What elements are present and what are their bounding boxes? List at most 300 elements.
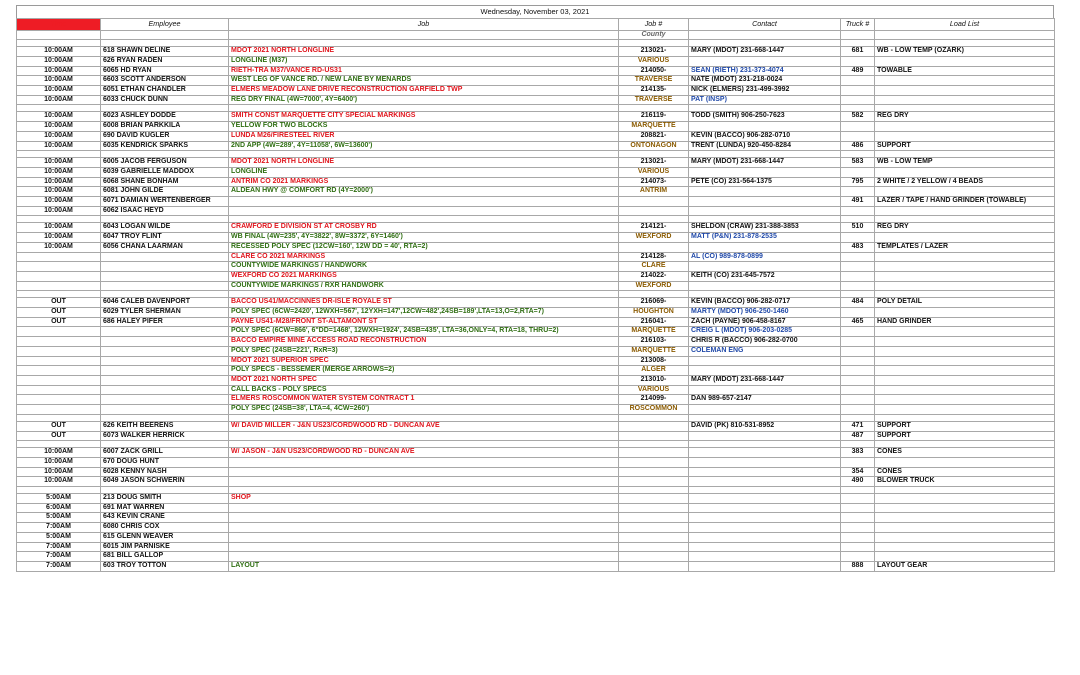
contact-cell bbox=[689, 561, 841, 571]
time-cell: 5:00AM bbox=[17, 513, 101, 523]
header-job: Job bbox=[229, 19, 619, 31]
time-cell: 10:00AM bbox=[17, 141, 101, 151]
schedule-row bbox=[17, 317, 1055, 327]
truck-cell: 486 bbox=[841, 141, 875, 151]
job-number-cell bbox=[619, 431, 689, 441]
spacer-cell bbox=[101, 487, 229, 494]
load-list-cell: LAYOUT GEAR bbox=[875, 561, 1055, 571]
spacer-cell bbox=[101, 216, 229, 223]
spacer-cell bbox=[17, 487, 101, 494]
contact-cell bbox=[689, 503, 841, 513]
truck-cell bbox=[841, 366, 875, 376]
spacer-cell bbox=[17, 105, 101, 112]
truck-cell: 583 bbox=[841, 158, 875, 168]
time-cell: OUT bbox=[17, 421, 101, 431]
time-cell bbox=[17, 281, 101, 291]
truck-cell bbox=[841, 513, 875, 523]
truck-cell: 888 bbox=[841, 561, 875, 571]
contact-cell: KEVIN (BACCO) 906-282-0717 bbox=[689, 298, 841, 308]
time-cell: 7:00AM bbox=[17, 523, 101, 533]
truck-cell bbox=[841, 532, 875, 542]
employee-cell: 6049 JASON SCHWERIN bbox=[101, 477, 229, 487]
time-cell: 10:00AM bbox=[17, 47, 101, 57]
job-cell: COUNTYWIDE MARKINGS / RXR HANDWORK bbox=[229, 281, 619, 291]
spacer-cell bbox=[689, 151, 841, 158]
job-number-cell: CLARE bbox=[619, 262, 689, 272]
employee-cell: 213 DOUG SMITH bbox=[101, 494, 229, 504]
contact-cell: MATT (P&N) 231-878-2535 bbox=[689, 233, 841, 243]
employee-cell bbox=[101, 262, 229, 272]
spacer-cell bbox=[17, 151, 101, 158]
truck-cell bbox=[841, 337, 875, 347]
contact-cell: MARY (MDOT) 231-668-1447 bbox=[689, 158, 841, 168]
job-number-cell bbox=[619, 477, 689, 487]
truck-cell bbox=[841, 346, 875, 356]
load-list-cell bbox=[875, 167, 1055, 177]
job-cell bbox=[229, 467, 619, 477]
schedule-row bbox=[17, 95, 1055, 105]
job-cell: ELMERS ROSCOMMON WATER SYSTEM CONTRACT 1 bbox=[229, 395, 619, 405]
load-list-cell: POLY DETAIL bbox=[875, 298, 1055, 308]
time-cell bbox=[17, 405, 101, 415]
job-cell: REG DRY FINAL (4W=7000', 4Y=6400') bbox=[229, 95, 619, 105]
contact-cell: CHRIS R (BACCO) 906-282-0700 bbox=[689, 337, 841, 347]
spacer-cell bbox=[841, 414, 875, 421]
time-cell: 10:00AM bbox=[17, 76, 101, 86]
schedule-table bbox=[16, 18, 1055, 572]
schedule-row bbox=[17, 561, 1055, 571]
employee-cell: 6062 ISAAC HEYD bbox=[101, 206, 229, 216]
spacer-cell bbox=[101, 414, 229, 421]
employee-cell: 6028 KENNY NASH bbox=[101, 467, 229, 477]
schedule-row bbox=[17, 356, 1055, 366]
spacer-cell bbox=[841, 105, 875, 112]
load-list-cell: WB - LOW TEMP bbox=[875, 158, 1055, 168]
job-number-cell: 214022- bbox=[619, 271, 689, 281]
time-cell: 5:00AM bbox=[17, 532, 101, 542]
truck-cell bbox=[841, 233, 875, 243]
spacer-cell bbox=[17, 216, 101, 223]
schedule-row bbox=[17, 158, 1055, 168]
truck-cell bbox=[841, 395, 875, 405]
job-cell: ELMERS MEADOW LANE DRIVE RECONSTRUCTION GARFIELD TWP bbox=[229, 86, 619, 96]
truck-cell bbox=[841, 76, 875, 86]
contact-cell bbox=[689, 356, 841, 366]
load-list-cell: HAND GRINDER bbox=[875, 317, 1055, 327]
schedule-row bbox=[17, 337, 1055, 347]
truck-cell bbox=[841, 252, 875, 262]
contact-cell: MARY (MDOT) 231-668-1447 bbox=[689, 47, 841, 57]
load-list-cell bbox=[875, 513, 1055, 523]
employee-cell: 6047 TROY FLINT bbox=[101, 233, 229, 243]
load-list-cell bbox=[875, 56, 1055, 66]
contact-cell: DAN 989-657-2147 bbox=[689, 395, 841, 405]
load-list-cell: BLOWER TRUCK bbox=[875, 477, 1055, 487]
load-list-cell: TEMPLATES / LAZER bbox=[875, 242, 1055, 252]
load-list-cell bbox=[875, 552, 1055, 562]
job-cell bbox=[229, 523, 619, 533]
spacer-cell bbox=[229, 40, 619, 47]
employee-cell: 6029 TYLER SHERMAN bbox=[101, 308, 229, 318]
truck-cell bbox=[841, 542, 875, 552]
schedule-row bbox=[17, 308, 1055, 318]
job-number-cell: 214128- bbox=[619, 252, 689, 262]
spacer-cell bbox=[101, 40, 229, 47]
job-cell: RIETH-TRA M37/VANCE RD-US31 bbox=[229, 66, 619, 76]
spacer-row bbox=[17, 40, 1055, 47]
job-number-cell: ROSCOMMON bbox=[619, 405, 689, 415]
schedule-row bbox=[17, 494, 1055, 504]
job-cell: ALDEAN HWY @ COMFORT RD (4Y=2000') bbox=[229, 187, 619, 197]
load-list-cell: SUPPORT bbox=[875, 421, 1055, 431]
spacer-cell bbox=[841, 291, 875, 298]
time-cell: 7:00AM bbox=[17, 552, 101, 562]
spacer-row bbox=[17, 216, 1055, 223]
truck-cell bbox=[841, 262, 875, 272]
job-number-cell: 216119- bbox=[619, 112, 689, 122]
job-cell: POLY SPEC (6CW=866', 6"DD=1468', 12WXH=1924', 24SB=435', LTA=36,ONLY=4, RTA=18, THRU=2) bbox=[229, 327, 619, 337]
schedule-row bbox=[17, 298, 1055, 308]
load-list-cell bbox=[875, 281, 1055, 291]
spacer-cell bbox=[875, 216, 1055, 223]
load-list-cell bbox=[875, 542, 1055, 552]
spacer-cell bbox=[841, 487, 875, 494]
employee-cell bbox=[101, 327, 229, 337]
load-list-cell: CONES bbox=[875, 448, 1055, 458]
employee-cell: 686 HALEY PIFER bbox=[101, 317, 229, 327]
truck-cell bbox=[841, 95, 875, 105]
truck-cell bbox=[841, 281, 875, 291]
load-list-cell bbox=[875, 503, 1055, 513]
job-cell: MDOT 2021 NORTH SPEC bbox=[229, 376, 619, 386]
spacer-cell bbox=[619, 105, 689, 112]
job-number-cell bbox=[619, 552, 689, 562]
spacer-row bbox=[17, 105, 1055, 112]
contact-cell: DAVID (PK) 810-531-8952 bbox=[689, 421, 841, 431]
contact-cell: TRENT (LUNDA) 920-450-8284 bbox=[689, 141, 841, 151]
time-cell: 10:00AM bbox=[17, 66, 101, 76]
contact-cell bbox=[689, 431, 841, 441]
spacer-cell bbox=[101, 105, 229, 112]
schedule-row bbox=[17, 467, 1055, 477]
employee-cell: 691 MAT WARREN bbox=[101, 503, 229, 513]
job-cell: WEXFORD CO 2021 MARKINGS bbox=[229, 271, 619, 281]
employee-cell: 6046 CALEB DAVENPORT bbox=[101, 298, 229, 308]
contact-cell bbox=[689, 405, 841, 415]
time-cell: 10:00AM bbox=[17, 86, 101, 96]
truck-cell: 510 bbox=[841, 223, 875, 233]
schedule-row bbox=[17, 56, 1055, 66]
contact-cell: TODD (SMITH) 906-250-7623 bbox=[689, 112, 841, 122]
schedule-row bbox=[17, 513, 1055, 523]
contact-cell: PAT (INSP) bbox=[689, 95, 841, 105]
spacer-cell bbox=[875, 151, 1055, 158]
job-number-cell bbox=[619, 206, 689, 216]
job-cell: MDOT 2021 SUPERIOR SPEC bbox=[229, 356, 619, 366]
job-number-cell: 216103- bbox=[619, 337, 689, 347]
job-cell bbox=[229, 431, 619, 441]
job-number-cell bbox=[619, 513, 689, 523]
job-cell bbox=[229, 457, 619, 467]
schedule-row bbox=[17, 523, 1055, 533]
spacer-cell bbox=[229, 151, 619, 158]
job-number-cell: 208821- bbox=[619, 131, 689, 141]
time-cell: 6:00AM bbox=[17, 503, 101, 513]
job-number-cell: 214135- bbox=[619, 86, 689, 96]
employee-cell bbox=[101, 271, 229, 281]
spacer-cell bbox=[875, 105, 1055, 112]
job-number-cell bbox=[619, 457, 689, 467]
schedule-row bbox=[17, 271, 1055, 281]
spacer-cell bbox=[229, 487, 619, 494]
contact-cell: NICK (ELMERS) 231-499-3992 bbox=[689, 86, 841, 96]
job-number-cell bbox=[619, 421, 689, 431]
job-number-cell: 214050- bbox=[619, 66, 689, 76]
time-cell: 10:00AM bbox=[17, 187, 101, 197]
subheader-blank bbox=[101, 30, 229, 40]
contact-cell: PETE (CO) 231-564-1375 bbox=[689, 177, 841, 187]
time-cell bbox=[17, 346, 101, 356]
truck-cell bbox=[841, 457, 875, 467]
job-number-cell: ANTRIM bbox=[619, 187, 689, 197]
time-cell bbox=[17, 271, 101, 281]
truck-cell: 489 bbox=[841, 66, 875, 76]
contact-cell bbox=[689, 206, 841, 216]
job-number-cell: MARQUETTE bbox=[619, 346, 689, 356]
time-cell: 10:00AM bbox=[17, 242, 101, 252]
contact-cell bbox=[689, 187, 841, 197]
employee-cell: 6603 SCOTT ANDERSON bbox=[101, 76, 229, 86]
job-cell: CRAWFORD E DIVISION ST AT CROSBY RD bbox=[229, 223, 619, 233]
load-list-cell bbox=[875, 532, 1055, 542]
spacer-row bbox=[17, 414, 1055, 421]
schedule-sheet bbox=[16, 5, 1054, 572]
time-cell bbox=[17, 385, 101, 395]
spacer-cell bbox=[17, 441, 101, 448]
schedule-row bbox=[17, 262, 1055, 272]
spacer-cell bbox=[229, 216, 619, 223]
employee-cell: 6033 CHUCK DUNN bbox=[101, 95, 229, 105]
schedule-row bbox=[17, 66, 1055, 76]
schedule-row bbox=[17, 346, 1055, 356]
spacer-row bbox=[17, 151, 1055, 158]
employee-cell: 681 BILL GALLOP bbox=[101, 552, 229, 562]
truck-cell bbox=[841, 552, 875, 562]
schedule-row bbox=[17, 477, 1055, 487]
header-employee: Employee bbox=[101, 19, 229, 31]
job-cell bbox=[229, 503, 619, 513]
load-list-cell bbox=[875, 206, 1055, 216]
time-cell: 10:00AM bbox=[17, 167, 101, 177]
load-list-cell bbox=[875, 494, 1055, 504]
subheader-blank bbox=[229, 30, 619, 40]
time-cell: 7:00AM bbox=[17, 561, 101, 571]
employee-cell: 603 TROY TOTTON bbox=[101, 561, 229, 571]
schedule-row bbox=[17, 327, 1055, 337]
schedule-row bbox=[17, 86, 1055, 96]
load-list-cell bbox=[875, 233, 1055, 243]
job-cell: SMITH CONST MARQUETTE CITY SPECIAL MARKINGS bbox=[229, 112, 619, 122]
job-cell bbox=[229, 542, 619, 552]
contact-cell bbox=[689, 532, 841, 542]
schedule-row bbox=[17, 376, 1055, 386]
contact-cell bbox=[689, 122, 841, 132]
truck-cell: 582 bbox=[841, 112, 875, 122]
job-cell: POLY SPEC (24SB=221', RxR=3) bbox=[229, 346, 619, 356]
subheader-blank bbox=[875, 30, 1055, 40]
contact-cell bbox=[689, 56, 841, 66]
header-county: County bbox=[619, 30, 689, 40]
job-cell: LONGLINE bbox=[229, 167, 619, 177]
employee-cell: 618 SHAWN DELINE bbox=[101, 47, 229, 57]
employee-cell: 6043 LOGAN WILDE bbox=[101, 223, 229, 233]
time-cell: 10:00AM bbox=[17, 158, 101, 168]
time-cell: OUT bbox=[17, 298, 101, 308]
truck-cell bbox=[841, 187, 875, 197]
schedule-row bbox=[17, 131, 1055, 141]
time-cell: 10:00AM bbox=[17, 206, 101, 216]
employee-cell: 6035 KENDRICK SPARKS bbox=[101, 141, 229, 151]
load-list-cell bbox=[875, 308, 1055, 318]
schedule-date: Wednesday, November 03, 2021 bbox=[16, 5, 1054, 18]
header-time: Time bbox=[17, 19, 101, 31]
truck-cell: 483 bbox=[841, 242, 875, 252]
job-number-cell: 216069- bbox=[619, 298, 689, 308]
spacer-cell bbox=[841, 441, 875, 448]
spacer-cell bbox=[841, 216, 875, 223]
spacer-cell bbox=[875, 414, 1055, 421]
job-number-cell bbox=[619, 197, 689, 207]
time-cell: 10:00AM bbox=[17, 233, 101, 243]
employee-cell: 6081 JOHN GILDE bbox=[101, 187, 229, 197]
contact-cell bbox=[689, 513, 841, 523]
subheader-blank bbox=[841, 30, 875, 40]
time-cell bbox=[17, 356, 101, 366]
job-cell: ANTRIM CO 2021 MARKINGS bbox=[229, 177, 619, 187]
job-cell: BACCO EMPIRE MINE ACCESS ROAD RECONSTRUCTION bbox=[229, 337, 619, 347]
spacer-cell bbox=[619, 441, 689, 448]
load-list-cell bbox=[875, 187, 1055, 197]
employee-cell: 6080 CHRIS COX bbox=[101, 523, 229, 533]
contact-cell: SEAN (RIETH) 231-373-4074 bbox=[689, 66, 841, 76]
truck-cell bbox=[841, 271, 875, 281]
time-cell: OUT bbox=[17, 431, 101, 441]
employee-cell bbox=[101, 385, 229, 395]
time-cell: 10:00AM bbox=[17, 467, 101, 477]
load-list-cell: TOWABLE bbox=[875, 66, 1055, 76]
load-list-cell: WB - LOW TEMP (OZARK) bbox=[875, 47, 1055, 57]
employee-cell: 6023 ASHLEY DODDE bbox=[101, 112, 229, 122]
load-list-cell bbox=[875, 346, 1055, 356]
load-list-cell bbox=[875, 366, 1055, 376]
job-cell: CALL BACKS - POLY SPECS bbox=[229, 385, 619, 395]
job-cell: WB FINAL (4W=235', 4Y=3822', 8W=3372', 6Y=1460') bbox=[229, 233, 619, 243]
truck-cell bbox=[841, 308, 875, 318]
job-cell: WEST LEG OF VANCE RD. / NEW LANE BY MENARDS bbox=[229, 76, 619, 86]
load-list-cell bbox=[875, 95, 1055, 105]
time-cell bbox=[17, 262, 101, 272]
employee-cell: 615 GLENN WEAVER bbox=[101, 532, 229, 542]
header-contact: Contact bbox=[689, 19, 841, 31]
employee-cell bbox=[101, 281, 229, 291]
job-cell: COUNTYWIDE MARKINGS / HANDWORK bbox=[229, 262, 619, 272]
job-number-cell bbox=[619, 542, 689, 552]
load-list-cell bbox=[875, 385, 1055, 395]
schedule-row bbox=[17, 223, 1055, 233]
spacer-cell bbox=[689, 291, 841, 298]
contact-cell bbox=[689, 552, 841, 562]
contact-cell bbox=[689, 262, 841, 272]
truck-cell: 487 bbox=[841, 431, 875, 441]
time-cell bbox=[17, 376, 101, 386]
job-cell bbox=[229, 206, 619, 216]
job-number-cell: 213021- bbox=[619, 47, 689, 57]
spacer-cell bbox=[101, 151, 229, 158]
job-cell: LAYOUT bbox=[229, 561, 619, 571]
job-number-cell: 214099- bbox=[619, 395, 689, 405]
time-cell: OUT bbox=[17, 317, 101, 327]
header-row bbox=[17, 19, 1055, 31]
schedule-row bbox=[17, 385, 1055, 395]
contact-cell bbox=[689, 167, 841, 177]
time-cell: 10:00AM bbox=[17, 131, 101, 141]
employee-cell bbox=[101, 337, 229, 347]
spacer-cell bbox=[875, 291, 1055, 298]
job-number-cell bbox=[619, 448, 689, 458]
contact-cell bbox=[689, 542, 841, 552]
job-number-cell: VARIOUS bbox=[619, 56, 689, 66]
spacer-row bbox=[17, 291, 1055, 298]
schedule-row bbox=[17, 366, 1055, 376]
contact-cell bbox=[689, 281, 841, 291]
contact-cell bbox=[689, 242, 841, 252]
schedule-row bbox=[17, 242, 1055, 252]
truck-cell: 484 bbox=[841, 298, 875, 308]
header-load: Load List bbox=[875, 19, 1055, 31]
job-number-cell: TRAVERSE bbox=[619, 95, 689, 105]
truck-cell bbox=[841, 405, 875, 415]
job-number-cell bbox=[619, 467, 689, 477]
truck-cell: 354 bbox=[841, 467, 875, 477]
job-number-cell: WEXFORD bbox=[619, 281, 689, 291]
contact-cell bbox=[689, 448, 841, 458]
time-cell: 10:00AM bbox=[17, 197, 101, 207]
schedule-row bbox=[17, 197, 1055, 207]
load-list-cell bbox=[875, 327, 1055, 337]
subheader-row bbox=[17, 30, 1055, 40]
schedule-row bbox=[17, 167, 1055, 177]
spacer-cell bbox=[619, 216, 689, 223]
time-cell bbox=[17, 395, 101, 405]
time-cell: 5:00AM bbox=[17, 494, 101, 504]
employee-cell: 6068 SHANE BONHAM bbox=[101, 177, 229, 187]
time-cell: 10:00AM bbox=[17, 457, 101, 467]
job-number-cell bbox=[619, 242, 689, 252]
time-cell: 7:00AM bbox=[17, 542, 101, 552]
spacer-cell bbox=[17, 40, 101, 47]
load-list-cell bbox=[875, 262, 1055, 272]
spacer-row bbox=[17, 487, 1055, 494]
load-list-cell bbox=[875, 271, 1055, 281]
job-number-cell: 213008- bbox=[619, 356, 689, 366]
spacer-cell bbox=[17, 291, 101, 298]
job-cell: MDOT 2021 NORTH LONGLINE bbox=[229, 47, 619, 57]
time-cell: 10:00AM bbox=[17, 56, 101, 66]
spacer-cell bbox=[689, 441, 841, 448]
time-cell: 10:00AM bbox=[17, 477, 101, 487]
job-number-cell bbox=[619, 532, 689, 542]
employee-cell bbox=[101, 395, 229, 405]
